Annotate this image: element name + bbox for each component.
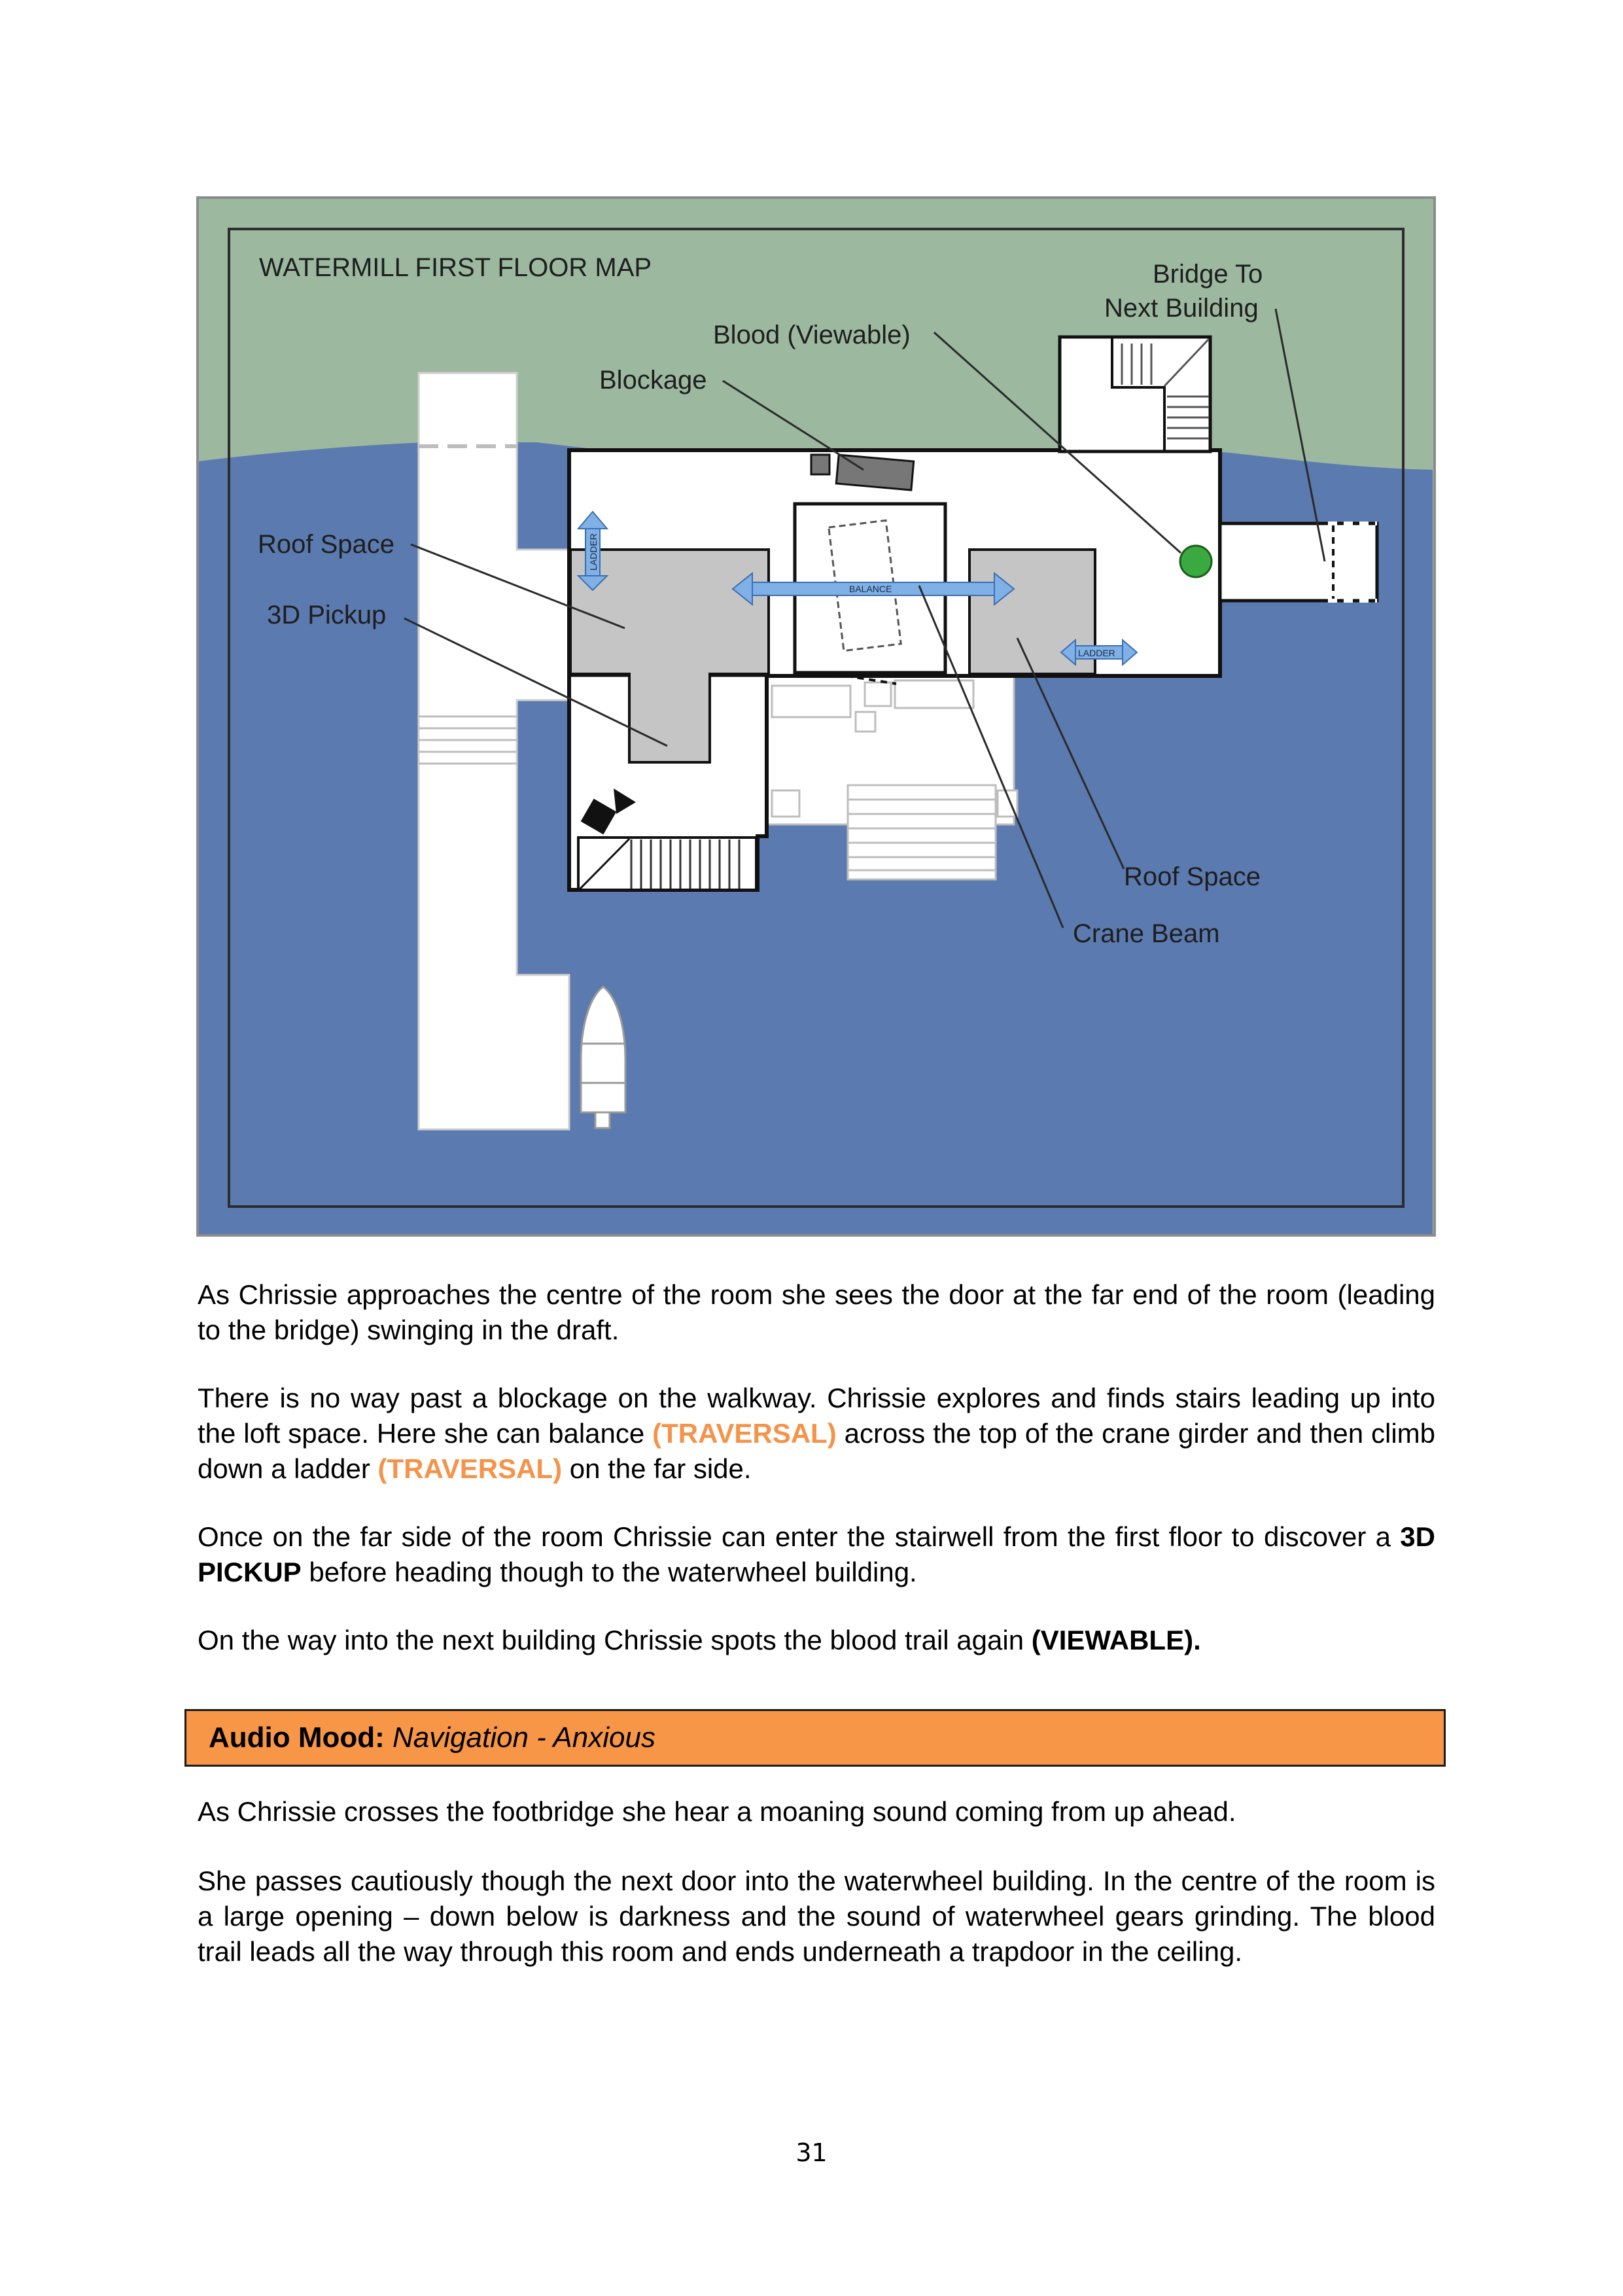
paragraph-3-text-a: Once on the far side of the room Chrissie can enter the stairwell from the first floor to discover a xyxy=(198,1521,1401,1552)
blood-marker-icon xyxy=(1180,546,1212,577)
pickup-label: 3D Pickup xyxy=(267,601,387,629)
paragraph-2-text-b: across the top of the crane girder and then climb down a ladder xyxy=(198,1418,1435,1484)
paragraph-3 xyxy=(198,1519,1435,1590)
audio-mood-label: Audio Mood: xyxy=(209,1722,385,1754)
viewable-tag: (VIEWABLE). xyxy=(1031,1625,1201,1655)
pickup-tag: 3D PICKUP xyxy=(198,1521,1435,1587)
paragraph-5-text: As Chrissie crosses the footbridge she hear a moaning sound coming from up ahead. xyxy=(198,1796,1236,1827)
page-number: 31 xyxy=(795,2138,828,2167)
paragraph-6 xyxy=(198,1863,1435,1969)
blockage-label: Blockage xyxy=(599,366,707,395)
paragraph-6-text: She passes cautiously though the next door into the waterwheel building. In the centre of the room is a large opening – down below is darkness and the sound of waterwheel gears grinding. The blood trail leads all the way through this room and ends underneath a trapdoor in the ceiling. xyxy=(198,1865,1435,1967)
blood-label: Blood (Viewable) xyxy=(713,321,911,349)
paragraph-2 xyxy=(198,1381,1435,1487)
traversal-tag-1: (TRAVERSAL) xyxy=(652,1418,837,1449)
paragraph-2-text-c: on the far side. xyxy=(562,1453,752,1484)
paragraph-3-text-b: before heading though to the waterwheel building. xyxy=(301,1557,917,1587)
audio-mood-value: Navigation - Anxious xyxy=(393,1722,655,1754)
paragraph-1-text: As Chrissie approaches the centre of the room she sees the door at the far end of the room (leading to the bridge) swinging in the draft. xyxy=(198,1279,1435,1345)
bridge-label-line1: Bridge To xyxy=(1153,260,1263,289)
paragraph-2-text-a: There is no way past a blockage on the walkway. Chrissie explores and finds stairs leading up into the loft space. Here she can balance xyxy=(198,1383,1435,1449)
crane-beam-label: Crane Beam xyxy=(1073,919,1220,948)
roof-space-left-label: Roof Space xyxy=(258,530,395,559)
paragraph-4 xyxy=(198,1623,1435,1658)
paragraph-5 xyxy=(198,1794,1435,1829)
paragraph-4-text: On the way into the next building Chrissie spots the blood trail again xyxy=(198,1625,1032,1655)
audio-mood-bar xyxy=(184,1709,1446,1767)
balance-label: BALANCE xyxy=(849,584,892,594)
watermill-first-floor-map xyxy=(196,196,1436,1237)
traversal-tag-2: (TRAVERSAL) xyxy=(377,1453,563,1484)
roof-space-right-label: Roof Space xyxy=(1124,862,1261,891)
stairwell-top xyxy=(1060,337,1210,451)
paragraph-1 xyxy=(198,1277,1435,1348)
bridge xyxy=(1220,523,1377,601)
ladder-label-vertical: LADDER xyxy=(588,533,599,571)
ladder-label-horizontal: LADDER xyxy=(1078,648,1115,658)
stairs-bottom xyxy=(578,838,756,890)
map-title: WATERMILL FIRST FLOOR MAP xyxy=(259,253,652,282)
bridge-label-line2: Next Building xyxy=(1104,294,1259,323)
